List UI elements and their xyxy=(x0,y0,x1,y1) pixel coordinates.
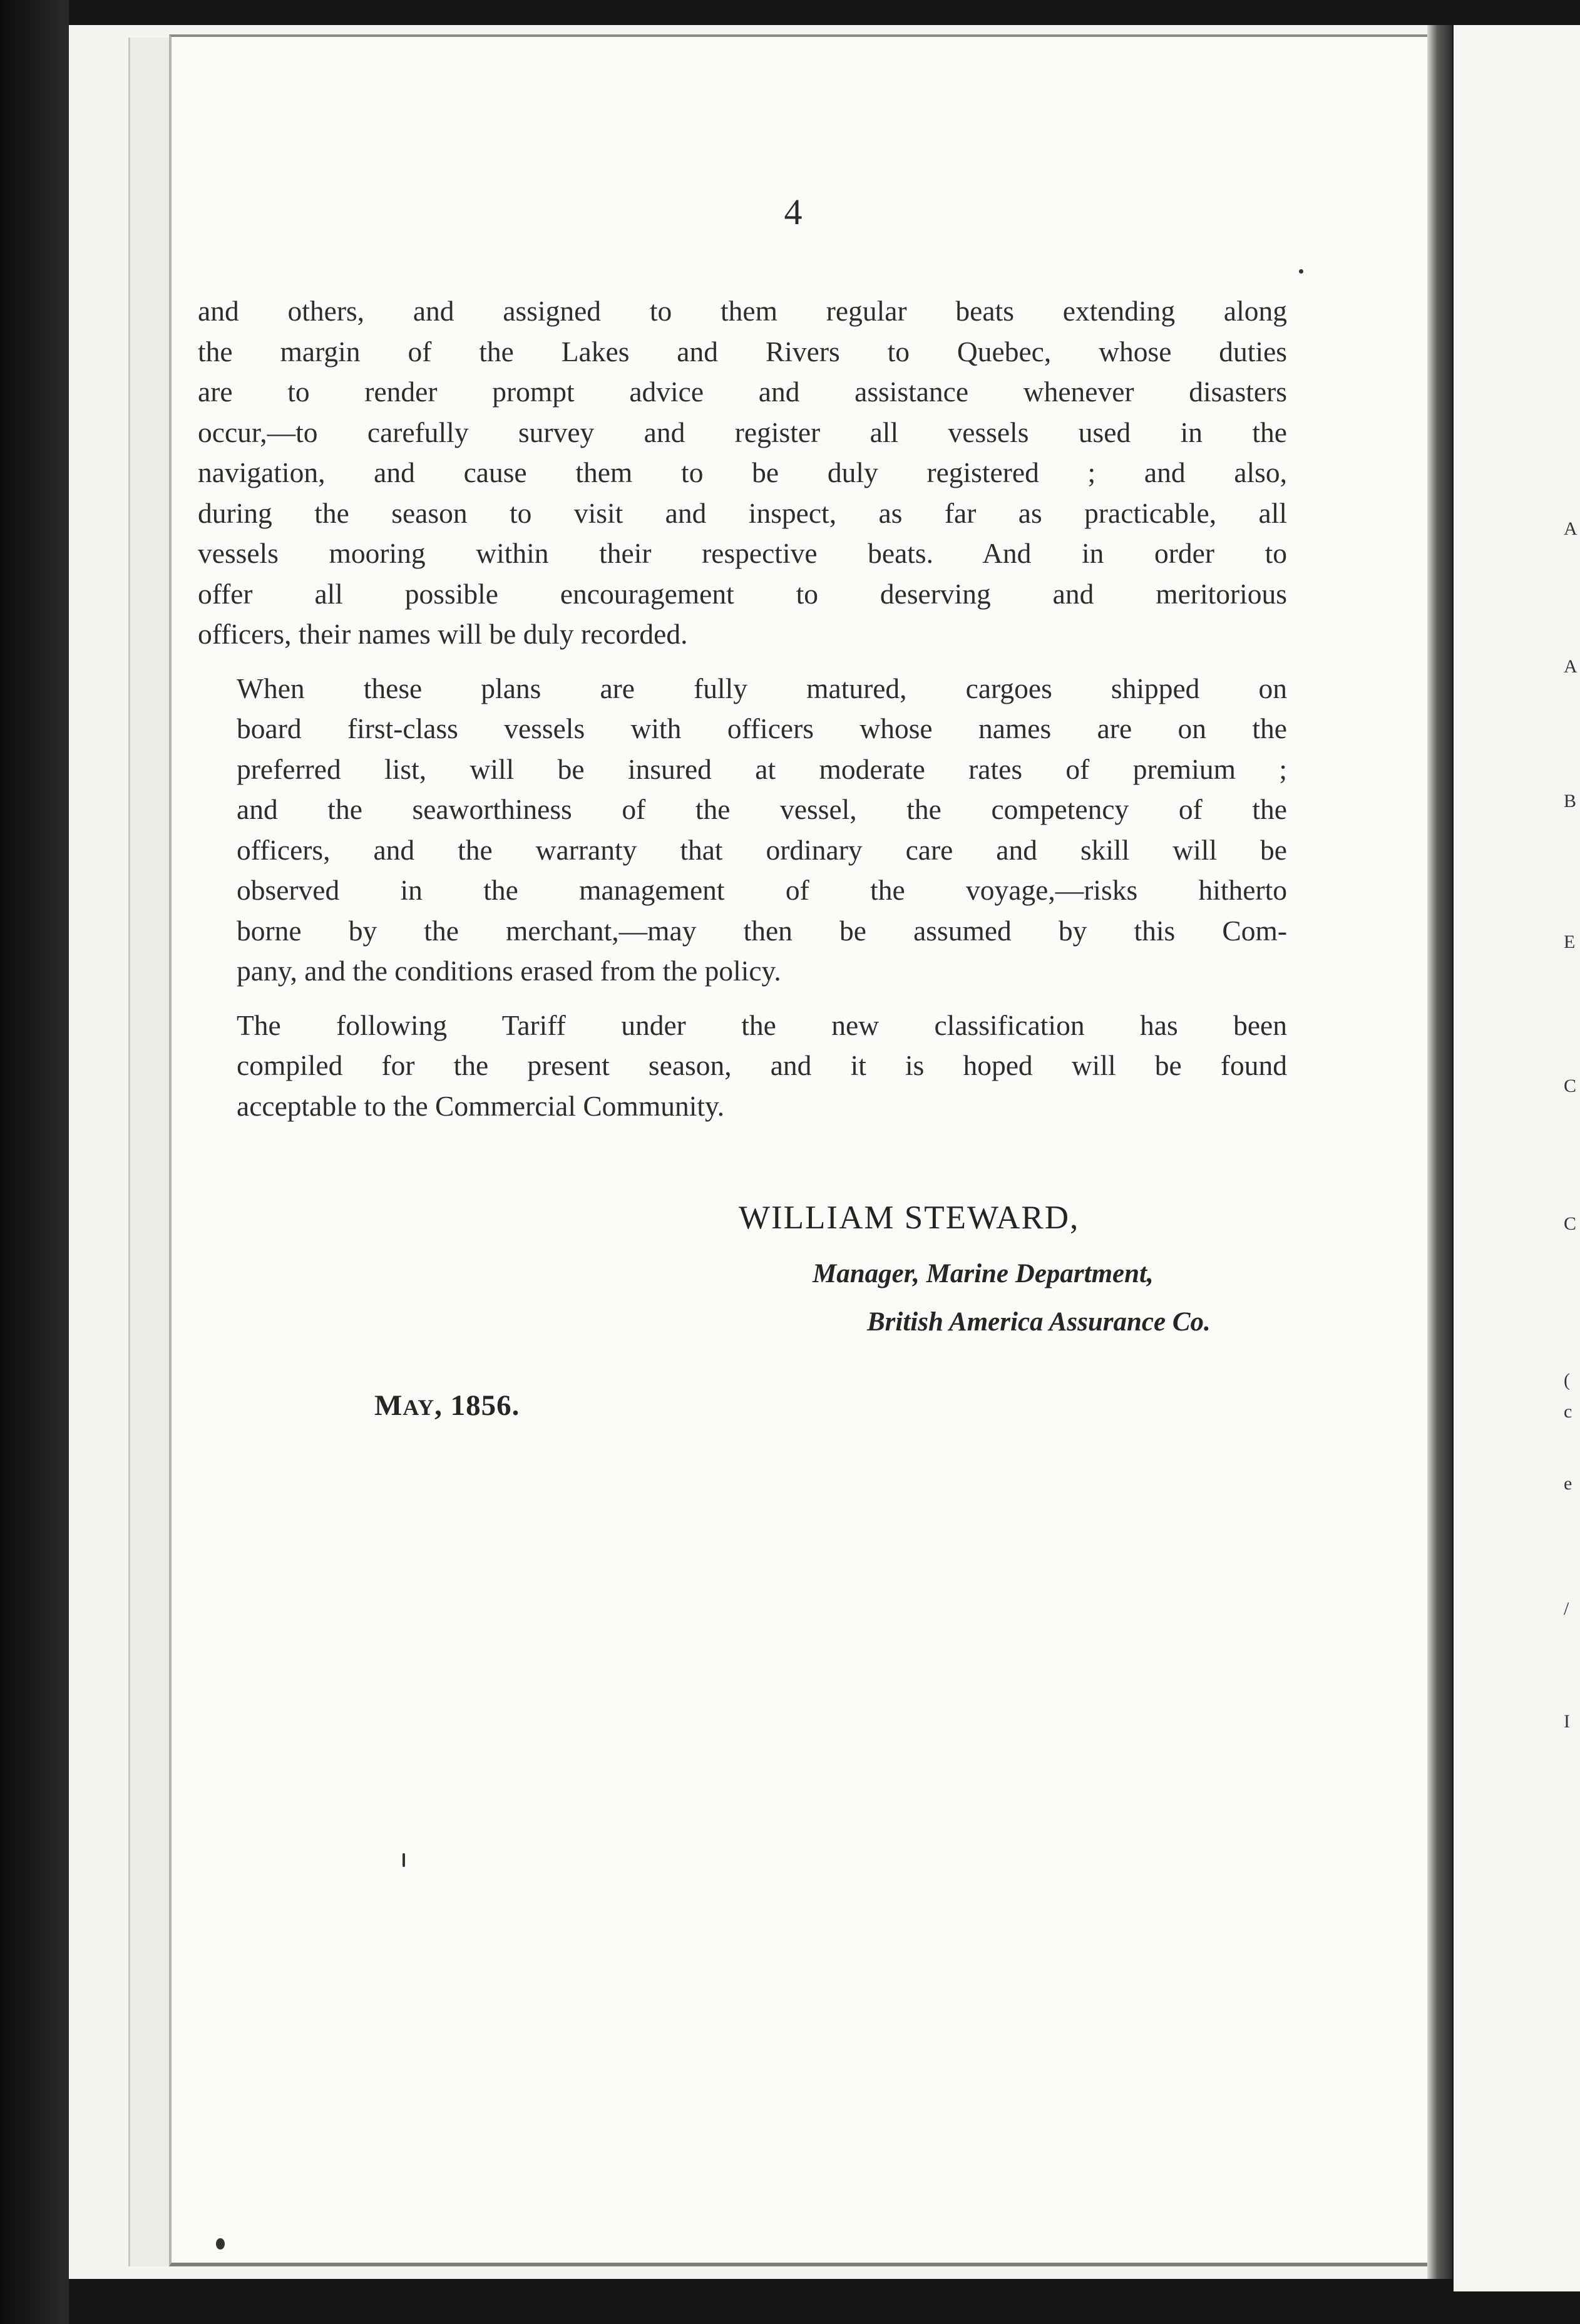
text-line: the margin of the Lakes and Rivers to Quebec, whose duties xyxy=(198,335,1287,368)
facing-page-letter: B xyxy=(1564,792,1577,811)
scan-speck xyxy=(1299,269,1303,274)
text-line: preferred list, will be insured at moderate rates of premium ; xyxy=(237,753,1287,785)
facing-page-letter: E xyxy=(1564,933,1576,952)
facing-page-letter: A xyxy=(1564,520,1577,538)
facing-page-letter: e xyxy=(1564,1474,1572,1493)
paragraph xyxy=(198,669,1287,992)
facing-page xyxy=(1454,25,1580,2291)
text-line: navigation, and cause them to be duly registered ; and also, xyxy=(198,456,1287,488)
text-line: offer all possible encouragement to deserving and meritorious xyxy=(198,577,1287,610)
signature-title-line-1: Manager, Marine Department, xyxy=(813,1259,1154,1288)
facing-page-letter: A xyxy=(1564,657,1577,676)
text-line: board first-class vessels with officers whose names are on the xyxy=(237,712,1287,744)
text-line: officers, their names will be duly recorded. xyxy=(198,618,688,650)
text-line: and the seaworthiness of the vessel, the competency of the xyxy=(237,793,1287,825)
text-line: vessels mooring within their respective beats. And in order to xyxy=(198,537,1287,569)
body-text xyxy=(198,291,1287,1140)
scan-background-left xyxy=(0,0,69,2324)
page-number: 4 xyxy=(784,192,803,232)
text-line: When these plans are fully matured, cargoes shipped on xyxy=(237,672,1287,704)
paragraph xyxy=(198,291,1287,655)
text-line: observed in the management of the voyage,—risks hitherto xyxy=(237,874,1287,906)
date-year: , 1856. xyxy=(434,1389,520,1422)
document-date xyxy=(374,1389,520,1422)
text-line: occur,—to carefully survey and register all vessels used in the xyxy=(198,416,1287,448)
scan-speck xyxy=(403,1853,405,1867)
facing-page-letter: I xyxy=(1564,1712,1570,1731)
signature-name: WILLIAM STEWARD, xyxy=(739,1200,1080,1236)
facing-page-letter: c xyxy=(1564,1402,1572,1421)
binding-shadow xyxy=(1427,25,1452,2279)
facing-page-letter: ( xyxy=(1564,1371,1570,1390)
text-line: during the season to visit and inspect, as far as practicable, all xyxy=(198,496,1287,529)
paragraph xyxy=(198,1005,1287,1127)
facing-page-letter: C xyxy=(1564,1077,1577,1096)
signature-title-line-2: British America Assurance Co. xyxy=(867,1307,1211,1337)
text-line: and others, and assigned to them regular beats extending along xyxy=(198,295,1287,327)
facing-page-letter: C xyxy=(1564,1215,1577,1233)
facing-page-letter: / xyxy=(1564,1600,1569,1618)
text-line: officers, and the warranty that ordinary care and skill will be xyxy=(237,833,1287,866)
text-line: acceptable to the Commercial Community. xyxy=(237,1089,725,1122)
text-line: borne by the merchant,—may then be assumed by this Com- xyxy=(237,914,1287,947)
date-month-initial: M xyxy=(374,1389,403,1422)
date-month-rest: AY xyxy=(403,1395,435,1420)
text-line: The following Tariff under the new classification has been xyxy=(237,1009,1287,1041)
text-line: pany, and the conditions erased from the policy. xyxy=(237,955,781,987)
scan-speck xyxy=(216,2238,225,2249)
text-line: compiled for the present season, and it is hoped will be found xyxy=(237,1049,1287,1081)
text-line: are to render prompt advice and assistance whenever disasters xyxy=(198,376,1287,408)
